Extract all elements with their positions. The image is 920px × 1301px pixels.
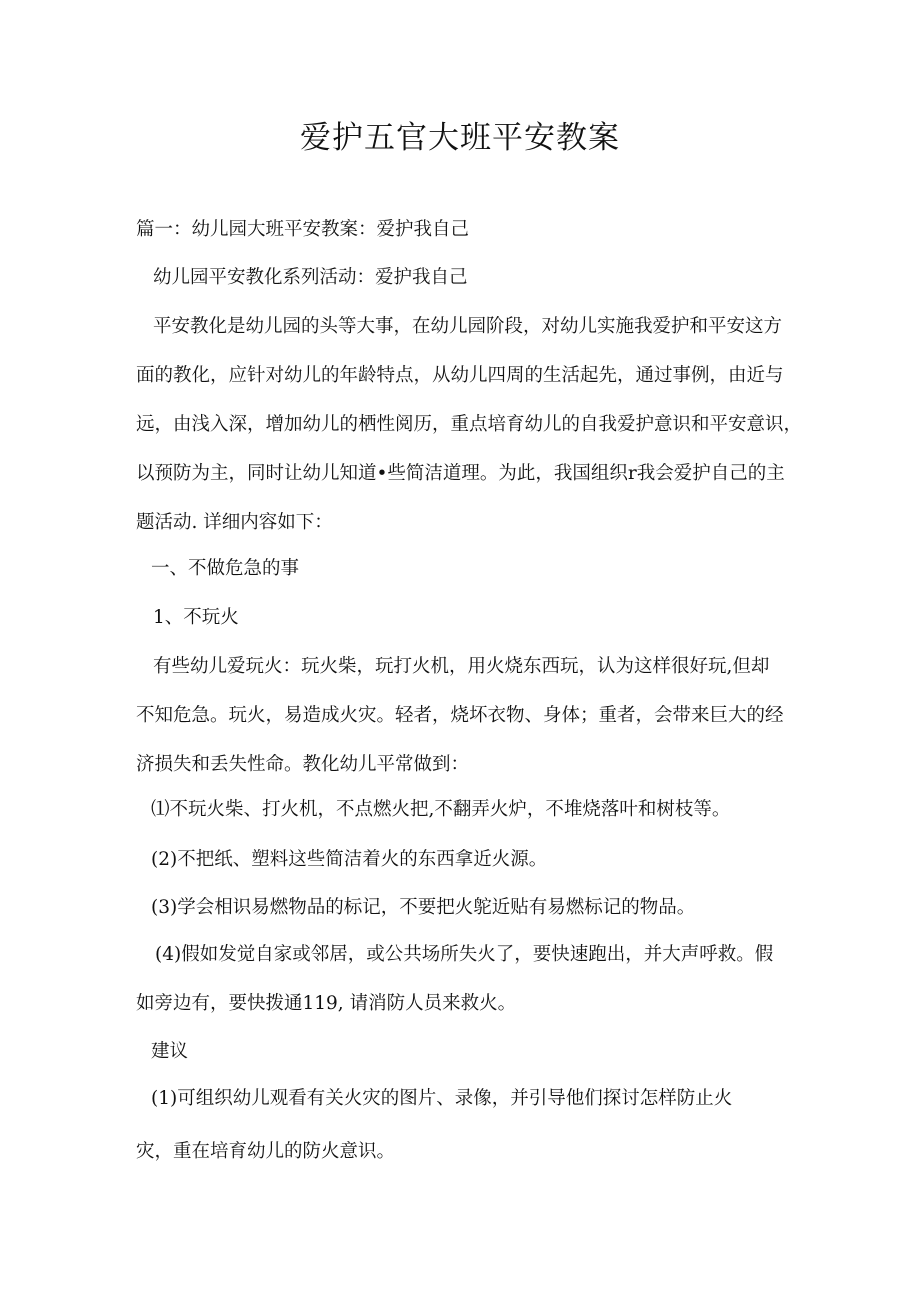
list-item: (1)可组织幼儿观看有关火灾的图片、录像，并引导他们探讨怎样防止火 <box>151 1088 733 1109</box>
list-item: ⑴不玩火柴、打火机，不点燃火把,不翻弄火炉，不堆烧落叶和树枝等。 <box>151 799 731 820</box>
paragraph-line: 题活动. 详细内容如下： <box>136 512 333 533</box>
paragraph-line: 平安教化是幼儿园的头等大事，在幼儿园阶段，对幼儿实施我爱护和平安这方 <box>153 316 783 337</box>
section-heading: 篇一：幼儿园大班平安教案：爱护我自己 <box>136 219 470 240</box>
paragraph-line: 以预防为主，同时让幼儿知道•些简洁道理。为此，我国组织r我会爱护自己的主 <box>136 463 785 484</box>
paragraph-line: 不知危急。玩火，易造成火灾。轻者，烧坏衣物、身体；重者，会带来巨大的经 <box>136 705 784 726</box>
list-item-continuation: 如旁边有，要快拨通119, 请消防人员来救火。 <box>136 993 517 1014</box>
list-heading: 一、不做危急的事 <box>151 558 300 579</box>
list-subheading: 1、不玩火 <box>153 607 239 628</box>
paragraph-line: 远，由浅入深，增加幼儿的栖性阅历，重点培育幼儿的自我爱护意识和平安意识， <box>136 414 803 435</box>
document-title: 爱护五官大班平安教案 <box>300 120 620 156</box>
list-item-continuation: 灾，重在培育幼儿的防火意识。 <box>136 1141 396 1162</box>
list-item: (3)学会相识易燃物品的标记，不要把火鸵近贴有易燃标记的物品。 <box>151 897 696 918</box>
subheading: 幼儿园平安教化系列活动：爱护我自己 <box>153 267 468 288</box>
list-item: (4)假如发觉自家或邻居，或公共场所失火了，要快速跑出，并大声呼救。假 <box>155 944 774 965</box>
paragraph-line: 有些幼儿爱玩火：玩火柴，玩打火机，用火烧东西玩，认为这样很好玩,但却 <box>153 656 770 677</box>
suggestion-heading: 建议 <box>151 1041 189 1062</box>
paragraph-line: 济损失和丢失性命。教化幼儿平常做到： <box>136 754 470 775</box>
list-item: (2)不把纸、塑料这些简洁着火的东西拿近火源。 <box>151 849 548 870</box>
paragraph-line: 面的教化，应针对幼儿的年龄特点，从幼儿四周的生活起先，通过事例，由近与 <box>136 365 784 386</box>
